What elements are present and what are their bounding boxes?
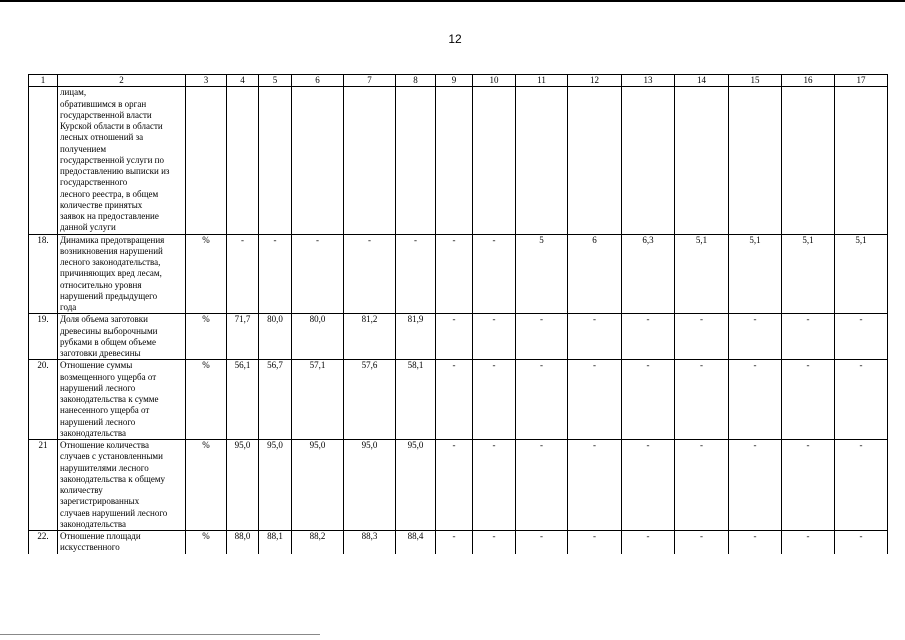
- value-cell: -: [436, 234, 473, 314]
- row-number: 18.: [29, 234, 58, 314]
- value-cell: -: [344, 234, 396, 314]
- bottom-scan-line: [0, 634, 320, 635]
- value-cell: 6,3: [622, 234, 675, 314]
- value-cell: -: [622, 360, 675, 440]
- indicator-description: Динамика предотвращения возникновения нарушений лесного законодательства, причиняющих вред лесам, относительно уровня нарушений предыдущего года: [58, 234, 186, 314]
- value-cell: [344, 87, 396, 234]
- value-cell: [259, 87, 292, 234]
- value-cell: 95,0: [292, 440, 344, 531]
- value-cell: [729, 87, 782, 234]
- value-cell: 57,1: [292, 360, 344, 440]
- value-cell: [622, 87, 675, 234]
- value-cell: 81,9: [396, 314, 436, 360]
- value-cell: -: [227, 234, 259, 314]
- unit-cell: %: [186, 234, 227, 314]
- value-cell: -: [675, 531, 729, 566]
- value-cell: [396, 87, 436, 234]
- table-row: [29, 440, 888, 531]
- value-cell: -: [436, 360, 473, 440]
- column-header-11: 11: [516, 75, 568, 87]
- value-cell: -: [436, 531, 473, 566]
- value-cell: -: [622, 531, 675, 566]
- value-cell: -: [729, 531, 782, 566]
- unit-cell: [186, 87, 227, 234]
- value-cell: -: [835, 360, 888, 440]
- value-cell: -: [782, 314, 835, 360]
- value-cell: -: [729, 360, 782, 440]
- indicator-description: лицам, обратившимся в орган государственной власти Курской области в области лесных отношений за получением государственной услуги по предоставлению выписки из государственного лесного реестра, в общем количестве принятых заявок на предоставление данной услуги: [58, 87, 186, 234]
- table-row: [29, 87, 888, 234]
- value-cell: 88,4: [396, 531, 436, 566]
- indicator-description: Отношение суммы возмещенного ущерба от нарушений лесного законодательства к сумме нанесенного ущерба от нарушений лесного законодательства: [58, 360, 186, 440]
- column-header-5: 5: [259, 75, 292, 87]
- value-cell: [568, 87, 622, 234]
- row-number: 22.: [29, 531, 58, 566]
- value-cell: 88,2: [292, 531, 344, 566]
- value-cell: [292, 87, 344, 234]
- value-cell: -: [473, 531, 516, 566]
- value-cell: -: [473, 440, 516, 531]
- top-border-line: [0, 0, 905, 2]
- value-cell: [516, 87, 568, 234]
- value-cell: -: [516, 360, 568, 440]
- value-cell: -: [835, 531, 888, 566]
- value-cell: 56,7: [259, 360, 292, 440]
- value-cell: -: [516, 314, 568, 360]
- value-cell: -: [568, 360, 622, 440]
- column-header-8: 8: [396, 75, 436, 87]
- unit-cell: %: [186, 440, 227, 531]
- column-header-12: 12: [568, 75, 622, 87]
- table-row: [29, 314, 888, 360]
- value-cell: -: [516, 440, 568, 531]
- column-header-13: 13: [622, 75, 675, 87]
- row-number: 20.: [29, 360, 58, 440]
- value-cell: -: [729, 314, 782, 360]
- unit-cell: %: [186, 314, 227, 360]
- row-number: 19.: [29, 314, 58, 360]
- page-number: 12: [448, 32, 462, 46]
- value-cell: 81,2: [344, 314, 396, 360]
- table-body: [29, 87, 888, 566]
- column-header-2: 2: [58, 75, 186, 87]
- value-cell: 5,1: [782, 234, 835, 314]
- column-header-15: 15: [729, 75, 782, 87]
- value-cell: [436, 87, 473, 234]
- value-cell: 58,1: [396, 360, 436, 440]
- value-cell: -: [729, 440, 782, 531]
- value-cell: 88,3: [344, 531, 396, 566]
- indicator-description: Отношение площади искусственного: [58, 531, 186, 566]
- value-cell: -: [259, 234, 292, 314]
- value-cell: -: [473, 360, 516, 440]
- page-bottom-margin: [0, 554, 905, 640]
- row-number: [29, 87, 58, 234]
- value-cell: [227, 87, 259, 234]
- value-cell: -: [292, 234, 344, 314]
- value-cell: 5,1: [729, 234, 782, 314]
- value-cell: -: [835, 440, 888, 531]
- value-cell: 88,0: [227, 531, 259, 566]
- column-header-1: 1: [29, 75, 58, 87]
- value-cell: -: [396, 234, 436, 314]
- value-cell: 88,1: [259, 531, 292, 566]
- value-cell: -: [568, 440, 622, 531]
- indicator-description: Доля объема заготовки древесины выборочными рубками в общем объеме заготовки древесины: [58, 314, 186, 360]
- value-cell: -: [436, 440, 473, 531]
- value-cell: 57,6: [344, 360, 396, 440]
- row-number: 21: [29, 440, 58, 531]
- value-cell: [835, 87, 888, 234]
- value-cell: -: [782, 531, 835, 566]
- value-cell: 95,0: [344, 440, 396, 531]
- value-cell: 56,1: [227, 360, 259, 440]
- value-cell: -: [436, 314, 473, 360]
- value-cell: -: [516, 531, 568, 566]
- header-row: [29, 75, 888, 87]
- unit-cell: %: [186, 360, 227, 440]
- column-header-3: 3: [186, 75, 227, 87]
- column-header-14: 14: [675, 75, 729, 87]
- table-row: [29, 360, 888, 440]
- column-header-6: 6: [292, 75, 344, 87]
- column-header-7: 7: [344, 75, 396, 87]
- value-cell: 5,1: [675, 234, 729, 314]
- value-cell: 95,0: [396, 440, 436, 531]
- value-cell: -: [835, 314, 888, 360]
- value-cell: -: [622, 440, 675, 531]
- value-cell: [782, 87, 835, 234]
- column-header-17: 17: [835, 75, 888, 87]
- value-cell: 5: [516, 234, 568, 314]
- value-cell: 5,1: [835, 234, 888, 314]
- value-cell: -: [473, 234, 516, 314]
- value-cell: -: [675, 440, 729, 531]
- indicator-description: Отношение количества случаев с установленными нарушителями лесного законодательства к общему количеству зарегистрированных случаев нарушений лесного законодательства: [58, 440, 186, 531]
- unit-cell: %: [186, 531, 227, 566]
- table-row: [29, 234, 888, 314]
- value-cell: 80,0: [259, 314, 292, 360]
- value-cell: 95,0: [227, 440, 259, 531]
- value-cell: -: [568, 531, 622, 566]
- value-cell: -: [473, 314, 516, 360]
- value-cell: -: [782, 360, 835, 440]
- value-cell: [473, 87, 516, 234]
- value-cell: 71,7: [227, 314, 259, 360]
- column-header-4: 4: [227, 75, 259, 87]
- value-cell: -: [622, 314, 675, 360]
- column-header-16: 16: [782, 75, 835, 87]
- value-cell: 80,0: [292, 314, 344, 360]
- column-header-9: 9: [436, 75, 473, 87]
- value-cell: -: [675, 360, 729, 440]
- value-cell: -: [568, 314, 622, 360]
- value-cell: -: [675, 314, 729, 360]
- column-header-10: 10: [473, 75, 516, 87]
- value-cell: [675, 87, 729, 234]
- value-cell: 6: [568, 234, 622, 314]
- value-cell: 95,0: [259, 440, 292, 531]
- value-cell: -: [782, 440, 835, 531]
- indicators-table: [28, 74, 888, 566]
